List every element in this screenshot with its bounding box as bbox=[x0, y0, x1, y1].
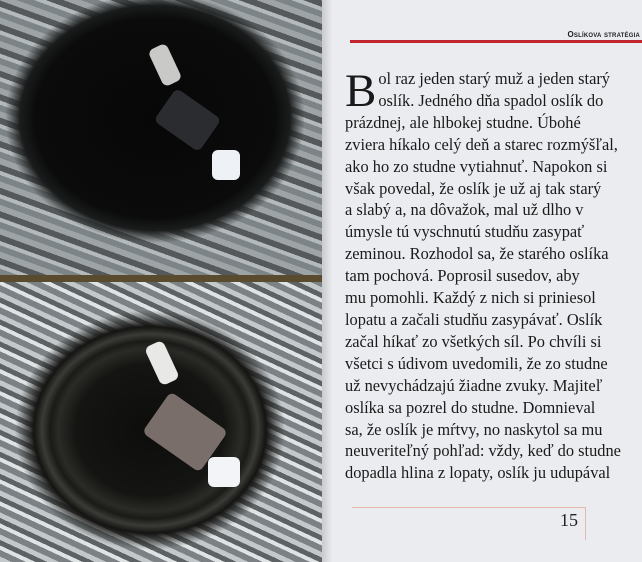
right-page bbox=[332, 0, 642, 562]
text-line: všetci s údivom uvedomili, že zo studne bbox=[345, 353, 608, 373]
text-line: začal híkať zo všetkých síl. Po chvíli si bbox=[345, 331, 602, 351]
text-line: ako ho zo studne vytiahnuť. Napokon si bbox=[345, 156, 608, 176]
photo-divider bbox=[0, 275, 322, 282]
footer-vertical-rule bbox=[585, 507, 586, 540]
donkey-figure bbox=[154, 88, 222, 152]
photo-donkey-in-well-top bbox=[0, 0, 322, 275]
text-line: prázdnej, ale hlbokej studne. Úbohé bbox=[345, 112, 581, 132]
text-line: už nevychádzajú žiadne zvuky. Majiteľ bbox=[345, 375, 603, 395]
text-line: a slabý a, na dôvažok, mal už dlho v bbox=[345, 200, 584, 220]
donkey-figure bbox=[144, 340, 180, 387]
text-line: zviera híkalo celý deň a starec rozmýšľal, bbox=[345, 134, 618, 154]
text-line: tam pochová. Poprosil susedov, aby bbox=[345, 266, 580, 286]
text-line: oslík. Jedného dňa spadol oslík do bbox=[378, 90, 604, 110]
donkey-figure bbox=[147, 43, 182, 88]
text-line: úmysle tú vyschnutú studňu zasypať bbox=[345, 222, 585, 242]
text-line: sa, že oslík je mŕtvy, no naskytol sa mu bbox=[345, 419, 603, 439]
text-line: ol raz jeden starý muž a jeden starý bbox=[378, 69, 611, 88]
text-line: neuveriteľný pohľad: vždy, keď do studne bbox=[345, 441, 621, 461]
text-line: zeminou. Rozhodol sa, že starého oslíka bbox=[345, 244, 609, 264]
text-line: dopadla hlina z lopaty, oslík ju udupával bbox=[345, 463, 611, 483]
drop-cap: B bbox=[345, 65, 377, 117]
text-line: však povedal, že oslík je už aj tak starý bbox=[345, 178, 602, 198]
book-gutter bbox=[322, 0, 332, 562]
footer-rule bbox=[352, 507, 585, 508]
text-line: lopatu a začali studňu zasypávať. Oslík bbox=[345, 309, 603, 329]
header-rule bbox=[350, 40, 642, 43]
text-line: mu pomohli. Každý z nich si priniesol bbox=[345, 288, 596, 308]
text-line: oslíka sa pozrel do studne. Domnieval bbox=[345, 397, 596, 417]
photo-donkey-in-well-bottom bbox=[0, 282, 322, 562]
page-number: 15 bbox=[560, 510, 578, 530]
donkey-figure bbox=[212, 150, 240, 180]
story-text bbox=[345, 65, 640, 484]
donkey-figure bbox=[208, 457, 240, 487]
running-head: Oslíkova stratégia bbox=[567, 30, 640, 39]
